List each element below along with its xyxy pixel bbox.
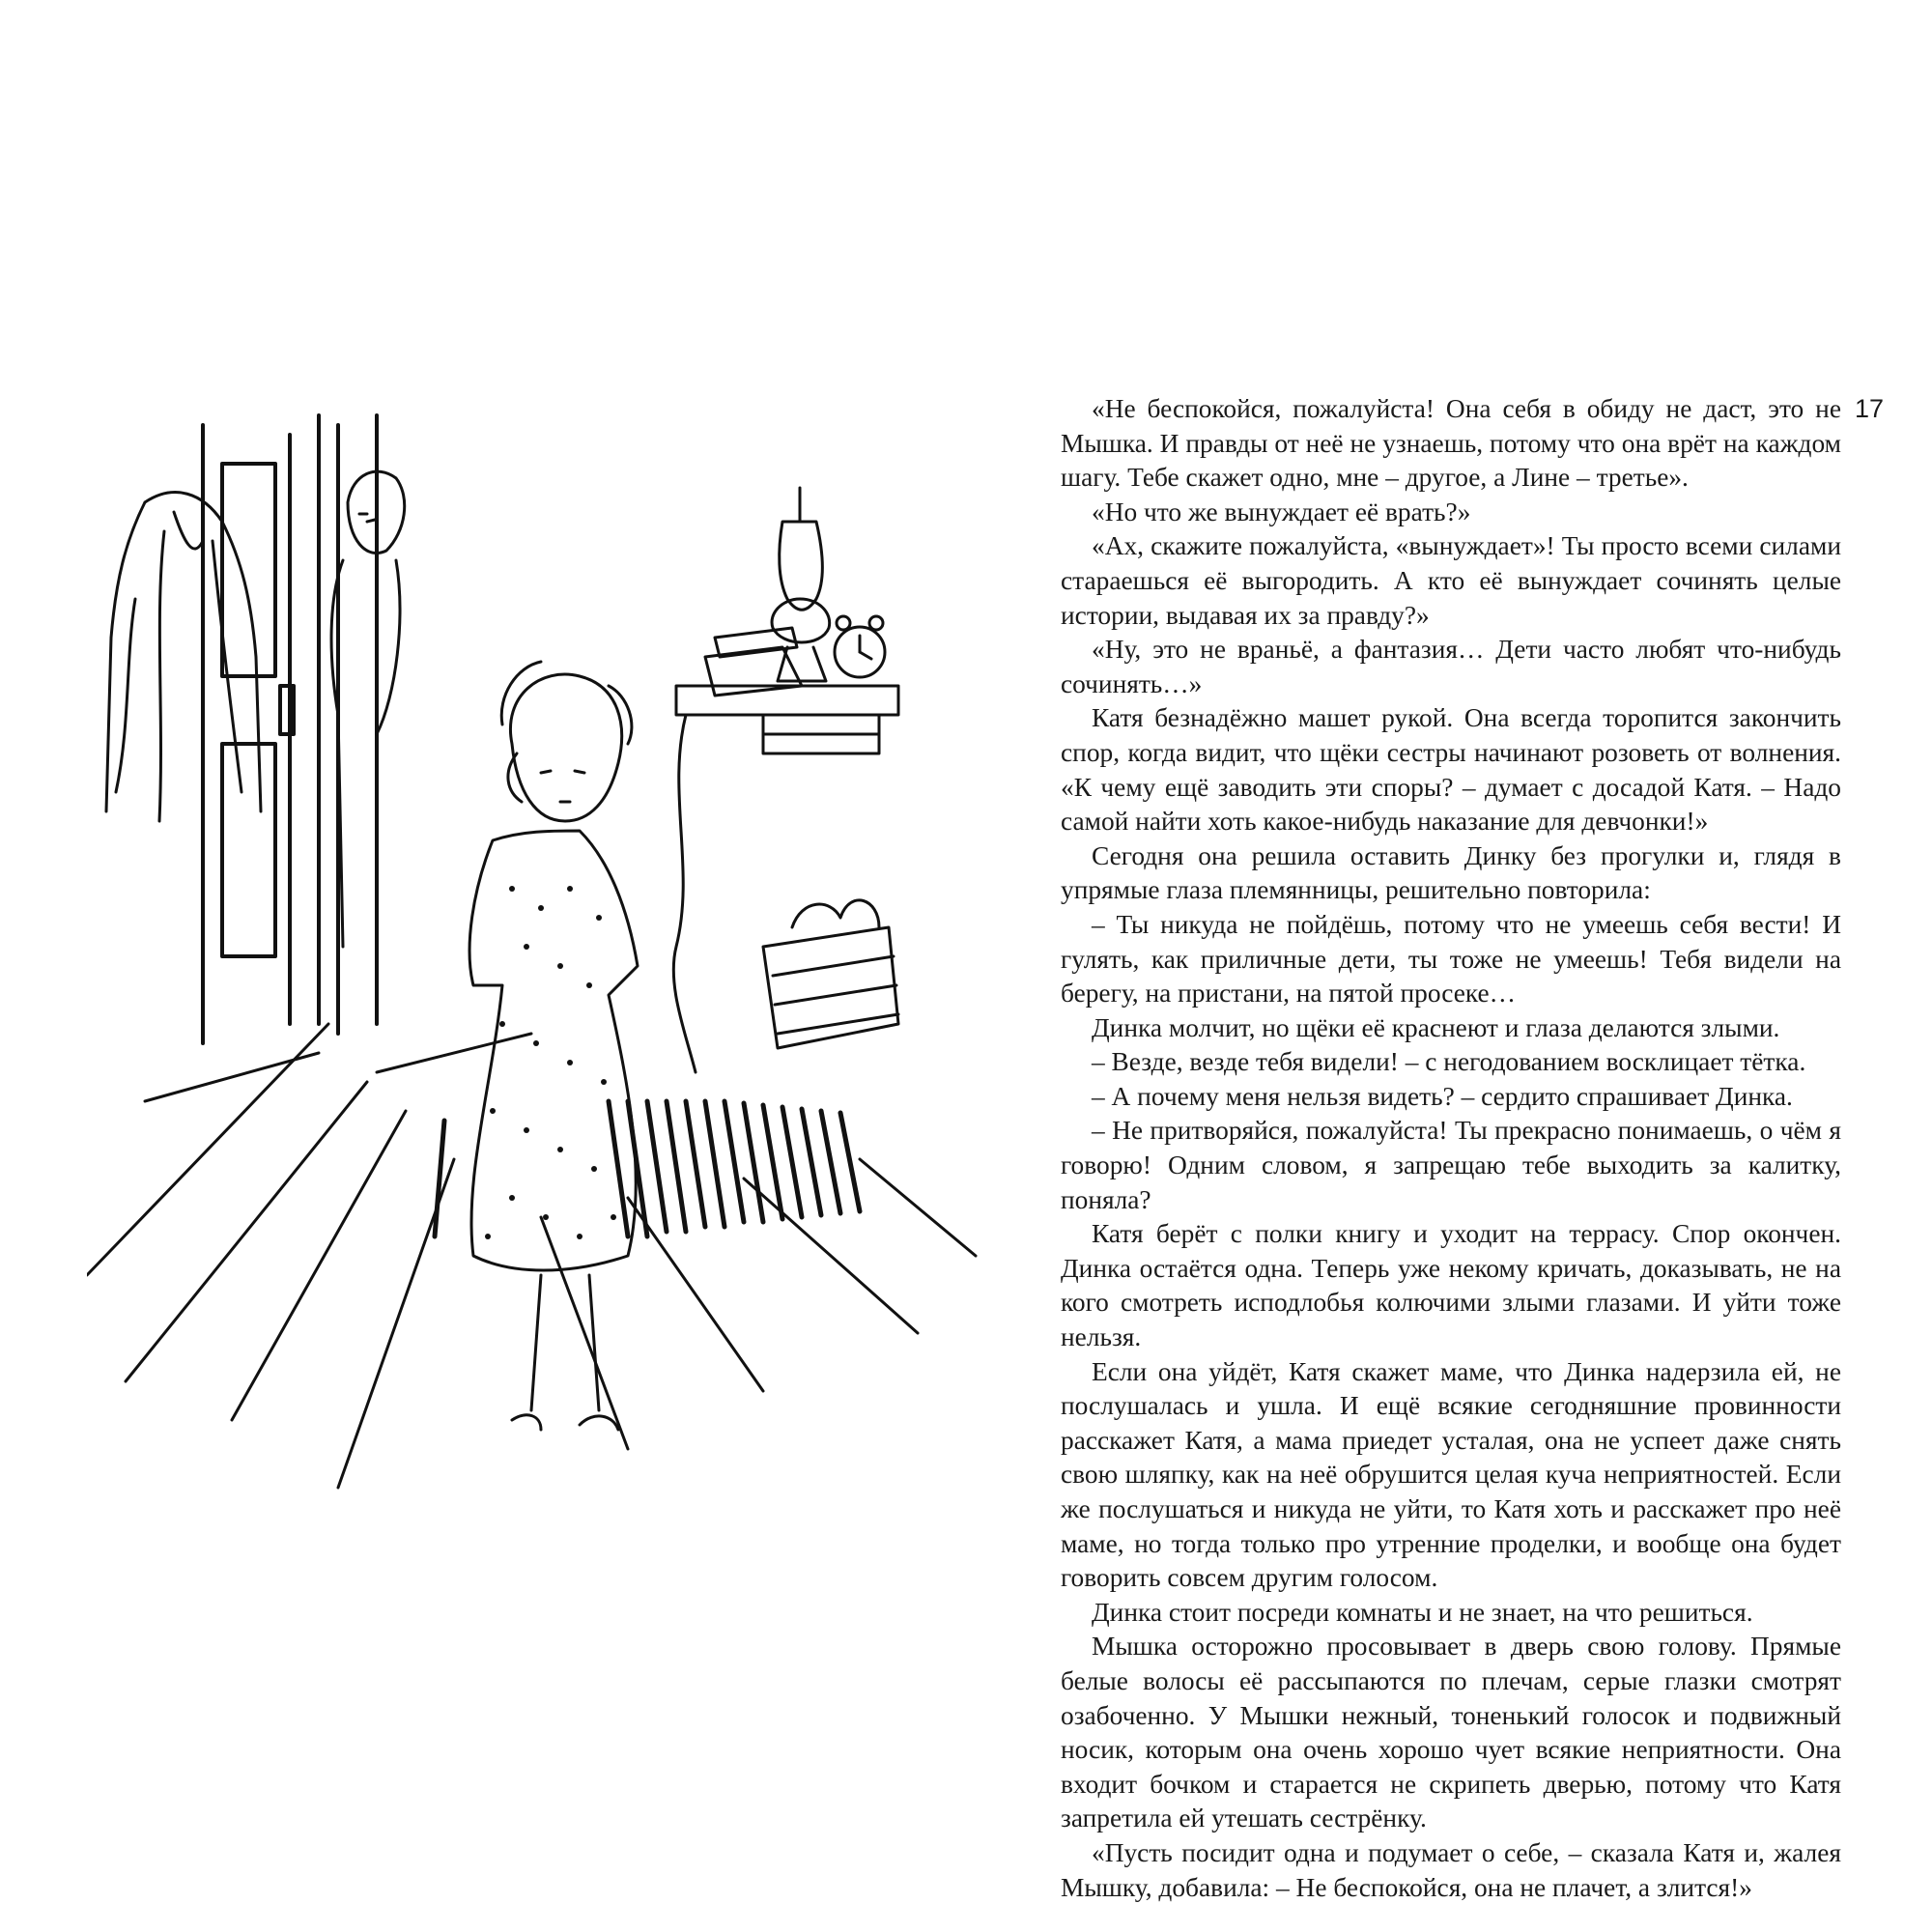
paragraph: Динка стоит посреди комнаты и не знает, на что решиться. (1092, 1597, 1753, 1627)
oil-lamp (772, 488, 830, 681)
paragraph: Сегодня она решила оставить Динку без прогулки и, глядя в упрямые глаза племянницы, решительно повторила: (1061, 840, 1841, 905)
illustration-drawing (87, 406, 1005, 1565)
paragraph: – Ты никуда не пойдёшь, потому что не умеешь себя вести! И гулять, как приличные дети, ты тоже не умеешь! Тебя видели на берегу, на пристани, на пятой просеке… (1061, 909, 1841, 1009)
striped-rug (435, 1101, 860, 1236)
page-number: 17 (1855, 394, 1885, 423)
paragraph: – А почему меня нельзя видеть? – сердито спрашивает Динка. (1092, 1081, 1793, 1111)
girl-figure (469, 662, 638, 1430)
paragraph: «Но что же вынуждает её врать?» (1092, 497, 1471, 526)
paragraph: «Не беспокойся, пожалуйста! Она себя в обиду не даст, это не Мышка. И правды от неё не узнаешь, потому что она врёт на каждом шагу. Тебе скажет одно, мне – другое, а Лине – третье». (1061, 394, 1841, 493)
floor-boards (87, 1024, 976, 1488)
paragraph: «Ах, скажите пожалуйста, «вынуждает»! Ты просто всеми силами стараешься её выгородить. А кто её вынуждает сочинять целые истории, выдавая их за правду?» (1061, 531, 1841, 630)
paragraph: Катя берёт с полки книгу и уходит на террасу. Спор окончен. Динка остаётся одна. Теперь уже некому кричать, доказывать, не на кого смотреть исподлобья колючими злыми глазами. И уйти тоже нельзя. (1061, 1219, 1841, 1352)
body-text (1061, 392, 1841, 1905)
paragraph: «Ну, это не враньё, а фантазия… Дети часто любят что-нибудь сочинять…» (1061, 635, 1841, 698)
paragraph: «Пусть посидит одна и подумает о себе, – сказала Катя и, жалея Мышку, добавила: – Не беспокойся, она не плачет, а злится!» (1061, 1837, 1841, 1902)
illustration (87, 406, 1005, 1565)
paragraph: – Не притворяйся, пожалуйста! Ты прекрасно понимаешь, о чём я говорю! Одним словом, я запрещаю тебе выходить за калитку, поняла? (1061, 1116, 1841, 1214)
woman-peeking (331, 471, 405, 947)
paragraph: Если она уйдёт, Катя скажет маме, что Динка надерзила ей, не послушалась и ушла. И ещё всякие сегодняшние провинности расскажет Катя, а мама приедет усталая, она не успеет даже снять свою шляпку, как на неё обрушится целая куча неприятностей. Если же послушаться и никуда не уйти, то Катя хоть и расскажет про неё маме, но тогда только про утренние проделки, и вообще она будет говорить совсем другим голосом. (1061, 1356, 1841, 1593)
basket (763, 900, 898, 1048)
paragraph: Катя безнадёжно машет рукой. Она всегда торопится закончить спор, когда видит, что щёки сестры начинают розоветь от волнения. «К чему ещё заводить эти споры? – думает с досадой Катя. – Надо самой найти хоть какое-нибудь наказание для девчонки!» (1061, 703, 1841, 837)
dress-dots (485, 886, 616, 1239)
alarm-clock (835, 616, 885, 677)
table (673, 628, 898, 1072)
paragraph: Мышка осторожно просовывает в дверь свою голову. Прямые белые волосы её рассыпаются по плечам, серые глазки смотрят озабоченно. У Мышки нежный, тоненький голосок и подвижный носик, которым она очень хорошо чует всякие неприятности. Она входит бочком и старается не скрипеть дверью, потому что Катя запретила ей утешать сестрёнку. (1061, 1632, 1841, 1833)
door (203, 415, 377, 1043)
paragraph: – Везде, везде тебя видели! – с негодованием восклицает тётка. (1092, 1047, 1806, 1077)
paragraph: Динка молчит, но щёки её краснеют и глаза делаются злыми. (1092, 1012, 1780, 1042)
hanging-coat (106, 493, 261, 821)
